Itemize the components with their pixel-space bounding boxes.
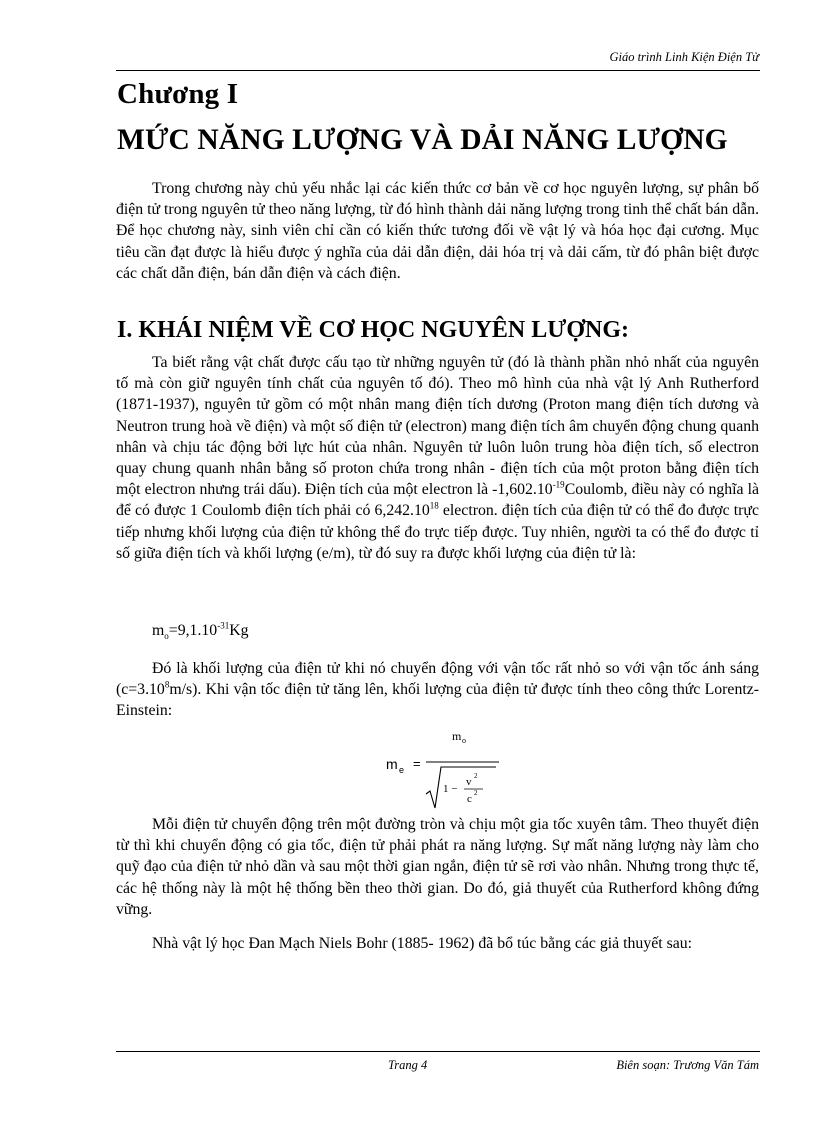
square-root-sign [426, 767, 496, 808]
rutherford-text-2: Coulomb, điều này có nghĩa là để có được 1 Coulomb điện tích phải có 6,242.10 [116, 481, 759, 520]
intro-paragraph: Trong chương này chủ yếu nhắc lại các kiến thức cơ bản về cơ học nguyên lượng, sự phân bố điện tử trong nguyên tử theo năng lượng, từ đó hình thành dải năng lượng trong tinh thể chất bán dẫn. Để học chương này, sinh viên chỉ cần có kiến thức tương đối về vật lý và hóa học đại cương. Mục tiêu cần đạt được là hiểu được ý nghĩa của dải dẫn điện, dải hóa trị và dải cấm, từ đó phân biệt được các chất dẫn điện, bán dẫn điện và cách điện. [116, 180, 760, 282]
lorentz-text-1: Đó là khối lượng của điện tử khi nó chuyển động với vận tốc rất nhỏ so với vận tốc ánh sáng (c=3.10 [116, 660, 759, 699]
mass-exponent: -31 [217, 620, 230, 631]
formula-numerator: m [452, 729, 462, 743]
charge-exponent: -19 [552, 479, 565, 490]
rutherford-text-3: electron. điện tích của điện tử có thể đo được trực tiếp nhưng khối lượng của điện tử không thể đo trực tiếp được. Tuy nhiên, người ta có thể đo được tỉ số giữa điện tích và khối lượng (e/m), từ đó suy ra được khối lượng của điện tử là: [116, 502, 759, 562]
chapter-title: MỨC NĂNG LƯỢNG VÀ DẢI NĂNG LƯỢNG [117, 124, 728, 156]
lorentz-text-2: m/s). Khi vận tốc điện tử tăng lên, khối lượng của điện tử được tính theo công thức Lorentz-Einstein: [116, 681, 759, 720]
mass-unit: Kg [229, 622, 249, 639]
rutherford-text-1: Ta biết rằng vật chất được cấu tạo từ những nguyên tử (đó là thành phần nhỏ nhất của nguyên tố mà còn giữ nguyên tính chất của nguyên tố đó). Theo mô hình của nhà vật lý Anh Rutherford (1871-1937), nguyên tử gồm có một nhân mang điện tích dương (Proton mang điện tích dương và Neutron trung hoà về điện) và một số điện tử (electron) mang điện tích âm chuyển động chung quanh nhân và chịu tác động bởi lực hút của nhân. Nguyên tử luôn luôn trung hòa điện tích, số electron quay chung quanh nhân bằng số proton chứa trong nhân - điện tích của một proton bằng điện tích một electron nhưng trái dấu). Điện tích của một electron là -1,602.10 [116, 354, 759, 499]
orbit-paragraph: Mỗi điện tử chuyển động trên một đường tròn và chịu một gia tốc xuyên tâm. Theo thuyết điện từ thì khi chuyển động có gia tốc, điện tử phải phát ra năng lượng. Sự mất năng lượng này làm cho quỹ đạo của điện tử nhỏ dần và sau một thời gian ngắn, điện tử sẽ rơi vào nhân. Nhưng trong thực tế, các hệ thống này là một hệ thống bền theo thời gian. Do đó, giả thuyết của Rutherford không đứng vững. [116, 816, 759, 918]
lorentz-paragraph [116, 658, 759, 722]
mass-subscript: o [164, 631, 169, 642]
formula-lhs: m [386, 756, 398, 772]
footer-rule [116, 1051, 760, 1052]
electron-count-exponent: 18 [429, 501, 439, 512]
formula-c: c [467, 793, 472, 805]
rest-mass-equation [152, 622, 249, 640]
header-rule [116, 70, 760, 71]
running-header: Giáo trình Linh Kiện Điện Tử [609, 50, 759, 64]
rutherford-paragraph [116, 352, 759, 564]
light-speed-exponent: 8 [164, 679, 170, 690]
formula-c-power: 2 [474, 789, 478, 797]
formula-lhs-sub: e [399, 765, 405, 775]
lorentz-einstein-formula [380, 722, 500, 812]
mass-value: =9,1.10 [168, 622, 218, 639]
formula-equals: = [413, 756, 421, 771]
chapter-label: Chương I [117, 78, 239, 110]
author-credit: Biên soạn: Trương Văn Tám [616, 1058, 759, 1072]
bohr-paragraph: Nhà vật lý học Đan Mạch Niels Bohr (1885- 1962) đã bổ túc bằng các giả thuyết sau: [152, 935, 693, 952]
mass-symbol: m [152, 622, 165, 639]
formula-one-minus: 1 − [443, 783, 458, 795]
formula-numerator-sub: o [462, 736, 466, 745]
formula-v-power: 2 [474, 772, 478, 780]
page-number: Trang 4 [388, 1058, 428, 1072]
formula-v: v [466, 776, 472, 788]
section-heading: I. KHÁI NIỆM VỀ CƠ HỌC NGUYÊN LƯỢNG: [117, 317, 630, 343]
